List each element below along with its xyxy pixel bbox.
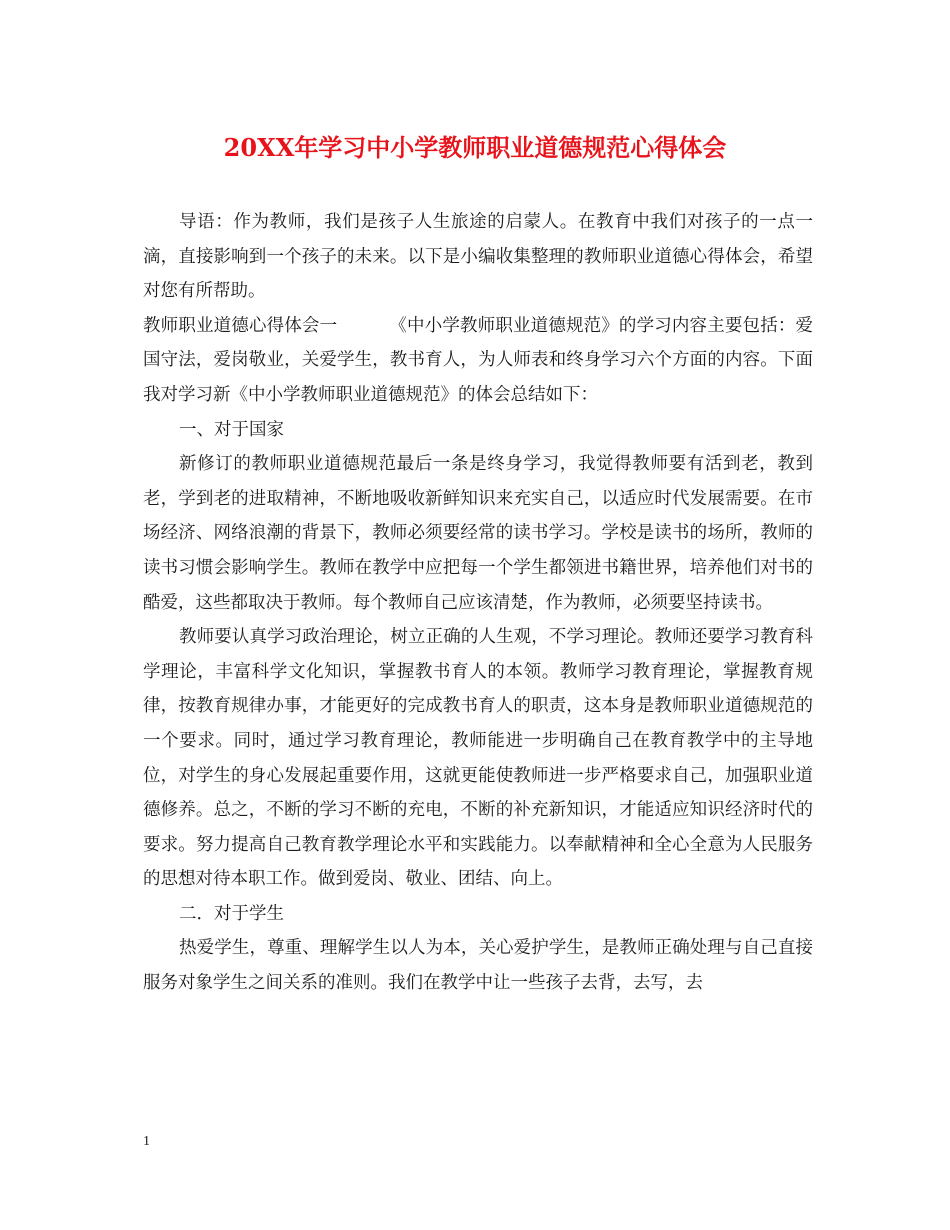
section-intro-paragraph: [143, 309, 813, 413]
paragraph-theory-study: 教师要认真学习政治理论，树立正确的人生观，不学习理论。教师还要学习教育科学理论，丰富科学文化知识，掌握教书育人的本领。教师学习教育理论，掌握教育规律，按教育规律办事，才能更好的完成教书育人的职责，这本身是教师职业道德规范的一个要求。同时，通过学习教育理论，教师能进一步明确自己在教育教学中的主导地位，对学生的身心发展起重要作用，这就更能使教师进一步严格要求自己，加强职业道德修养。总之，不断的学习不断的充电，不断的补充新知识，才能适应知识经济时代的要求。努力提高自己教育教学理论水平和实践能力。以奉献精神和全心全意为人民服务的思想对待本职工作。做到爱岗、敬业、团结、向上。: [143, 627, 813, 890]
document-title: 20XX年学习中小学教师职业道德规范心得体会: [223, 133, 727, 162]
paragraph-love-students: 热爱学生，尊重、理解学生以人为本，关心爱护学生，是教师正确处理与自己直接服务对象学生之间关系的准则。我们在教学中让一些孩子去背，去写，去: [143, 938, 813, 994]
section-label: 教师职业道德心得体会一: [143, 315, 338, 336]
section-intro-text: 《中小学教师职业道德规范》的学习内容主要包括：爱国守法，爱岗敬业，关爱学生，教书育人，为人师表和终身学习六个方面的内容。下面我对学习新《中小学教师职业道德规范》的体会总结如下：: [143, 315, 814, 405]
heading-students: 二．对于学生: [179, 903, 284, 924]
paragraph-lifelong-learning: 新修订的教师职业道德规范最后一条是终身学习，我觉得教师要有活到老，教到老，学到老的进取精神，不断地吸收新鲜知识来充实自己，以适应时代发展需要。在市场经济、网络浪潮的背景下，教师必须要经常的读书学习。学校是读书的场所，教师的读书习惯会影响学生。教师在教学中应把每一个学生都领进书籍世界，培养他们对书的酷爱，这些都取决于教师。每个教师自己应该清楚，作为教师，必须要坚持读书。: [143, 454, 813, 613]
document-body: [143, 205, 813, 1001]
heading-country: 一、对于国家: [179, 419, 284, 440]
intro-paragraph: 导语：作为教师，我们是孩子人生旅途的启蒙人。在教育中我们对孩子的一点一滴，直接影响到一个孩子的未来。以下是小编收集整理的教师职业道德心得体会，希望对您有所帮助。: [143, 212, 813, 302]
page-number: 1: [143, 1134, 150, 1149]
